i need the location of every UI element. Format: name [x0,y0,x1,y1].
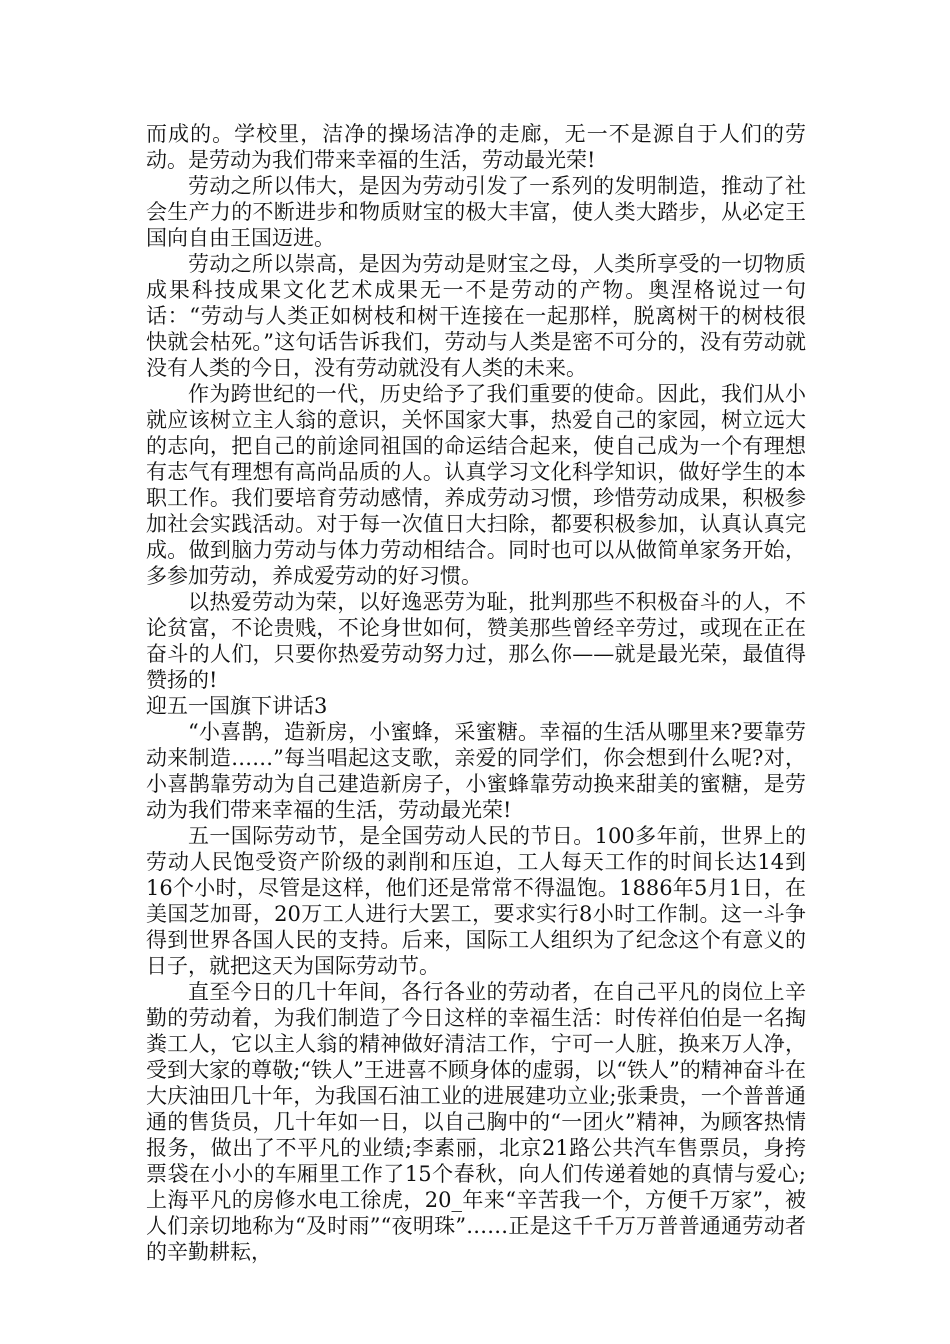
document-body [146,121,806,1265]
paragraph-2: 劳动之所以伟大，是因为劳动引发了一系列的发明制造，推动了社会生产力的不断进步和物质财宝的极大丰富，使人类大踏步，从必定王国向自由王国迈进。 [146,174,806,250]
paragraph-6: “小喜鹊，造新房，小蜜蜂，采蜜糖。幸福的生活从哪里来?要靠劳动来制造……”每当唱起这支歌，亲爱的同学们，你会想到什么呢?对，小喜鹊靠劳动为自己建造新房子，小蜜蜂靠劳动换来甜美的蜜糖，是劳动为我们带来幸福的生活，劳动最光荣! [146,720,806,822]
paragraph-3: 劳动之所以崇高，是因为劳动是财宝之母，人类所享受的一切物质成果科技成果文化艺术成果无一不是劳动的产物。奥涅格说过一句话：“劳动与人类正如树枝和树干连接在一起那样，脱离树干的树枝很快就会枯死。”这句话告诉我们，劳动与人类是密不可分的，没有劳动就没有人类的今日，没有劳动就没有人类的未来。 [146,252,806,380]
paragraph-1: 而成的。学校里，洁净的操场洁净的走廊，无一不是源自于人们的劳动。是劳动为我们带来幸福的生活，劳动最光荣! [146,122,806,172]
paragraph-8: 直至今日的几十年间，各行各业的劳动者，在自己平凡的岗位上辛勤的劳动着，为我们制造了今日这样的幸福生活：时传祥伯伯是一名掏粪工人，它以主人翁的精神做好清洁工作，宁可一人脏，换来万人净，受到大家的尊敬;“铁人”王进喜不顾身体的虚弱，以“铁人”的精神奋斗在大庆油田几十年，为我国石油工业的进展建功立业;张秉贵，一个普普通通的售货员，几十年如一日，以自己胸中的“一团火”精神，为顾客热情报务，做出了不平凡的业绩;李素丽，北京21路公共汽车售票员，身挎票袋在小小的车厢里工作了15个春秋，向人们传递着她的真情与爱心;上海平凡的房修水电工徐虎，20_年来“辛苦我一个，方便千万家”，被人们亲切地称为“及时雨”“夜明珠”……正是这千千万万普普通通劳动者的辛勤耕耘， [146,980,806,1264]
paragraph-7: 五一国际劳动节，是全国劳动人民的节日。100多年前，世界上的劳动人民饱受资产阶级的剥削和压迫，工人每天工作的时间长达14到16个小时，尽管是这样，他们还是常常不得温饱。1886年5月1日，在美国芝加哥，20万工人进行大罢工，要求实行8小时工作制。这一斗争得到世界各国人民的支持。后来，国际工人组织为了纪念这个有意义的日子，就把这天为国际劳动节。 [146,824,806,978]
paragraph-5: 以热爱劳动为荣，以好逸恶劳为耻，批判那些不积极奋斗的人，不论贫富，不论贵贱，不论身世如何，赞美那些曾经辛劳过，或现在正在奋斗的人们，只要你热爱劳动努力过，那么你——就是最光荣，最值得赞扬的! [146,590,806,692]
paragraph-4: 作为跨世纪的一代，历史给予了我们重要的使命。因此，我们从小就应该树立主人翁的意识，关怀国家大事，热爱自己的家园，树立远大的志向，把自己的前途同祖国的命运结合起来，使自己成为一个有理想有志气有理想有高尚品质的人。认真学习文化科学知识，做好学生的本职工作。我们要培育劳动感情，养成劳动习惯，珍惜劳动成果，积极参加社会实践活动。对于每一次值日大扫除，都要积极参加，认真认真完成。做到脑力劳动与体力劳动相结合。同时也可以从做简单家务开始，多参加劳动，养成爱劳动的好习惯。 [146,382,806,588]
section-heading: 迎五一国旗下讲话3 [146,694,328,718]
